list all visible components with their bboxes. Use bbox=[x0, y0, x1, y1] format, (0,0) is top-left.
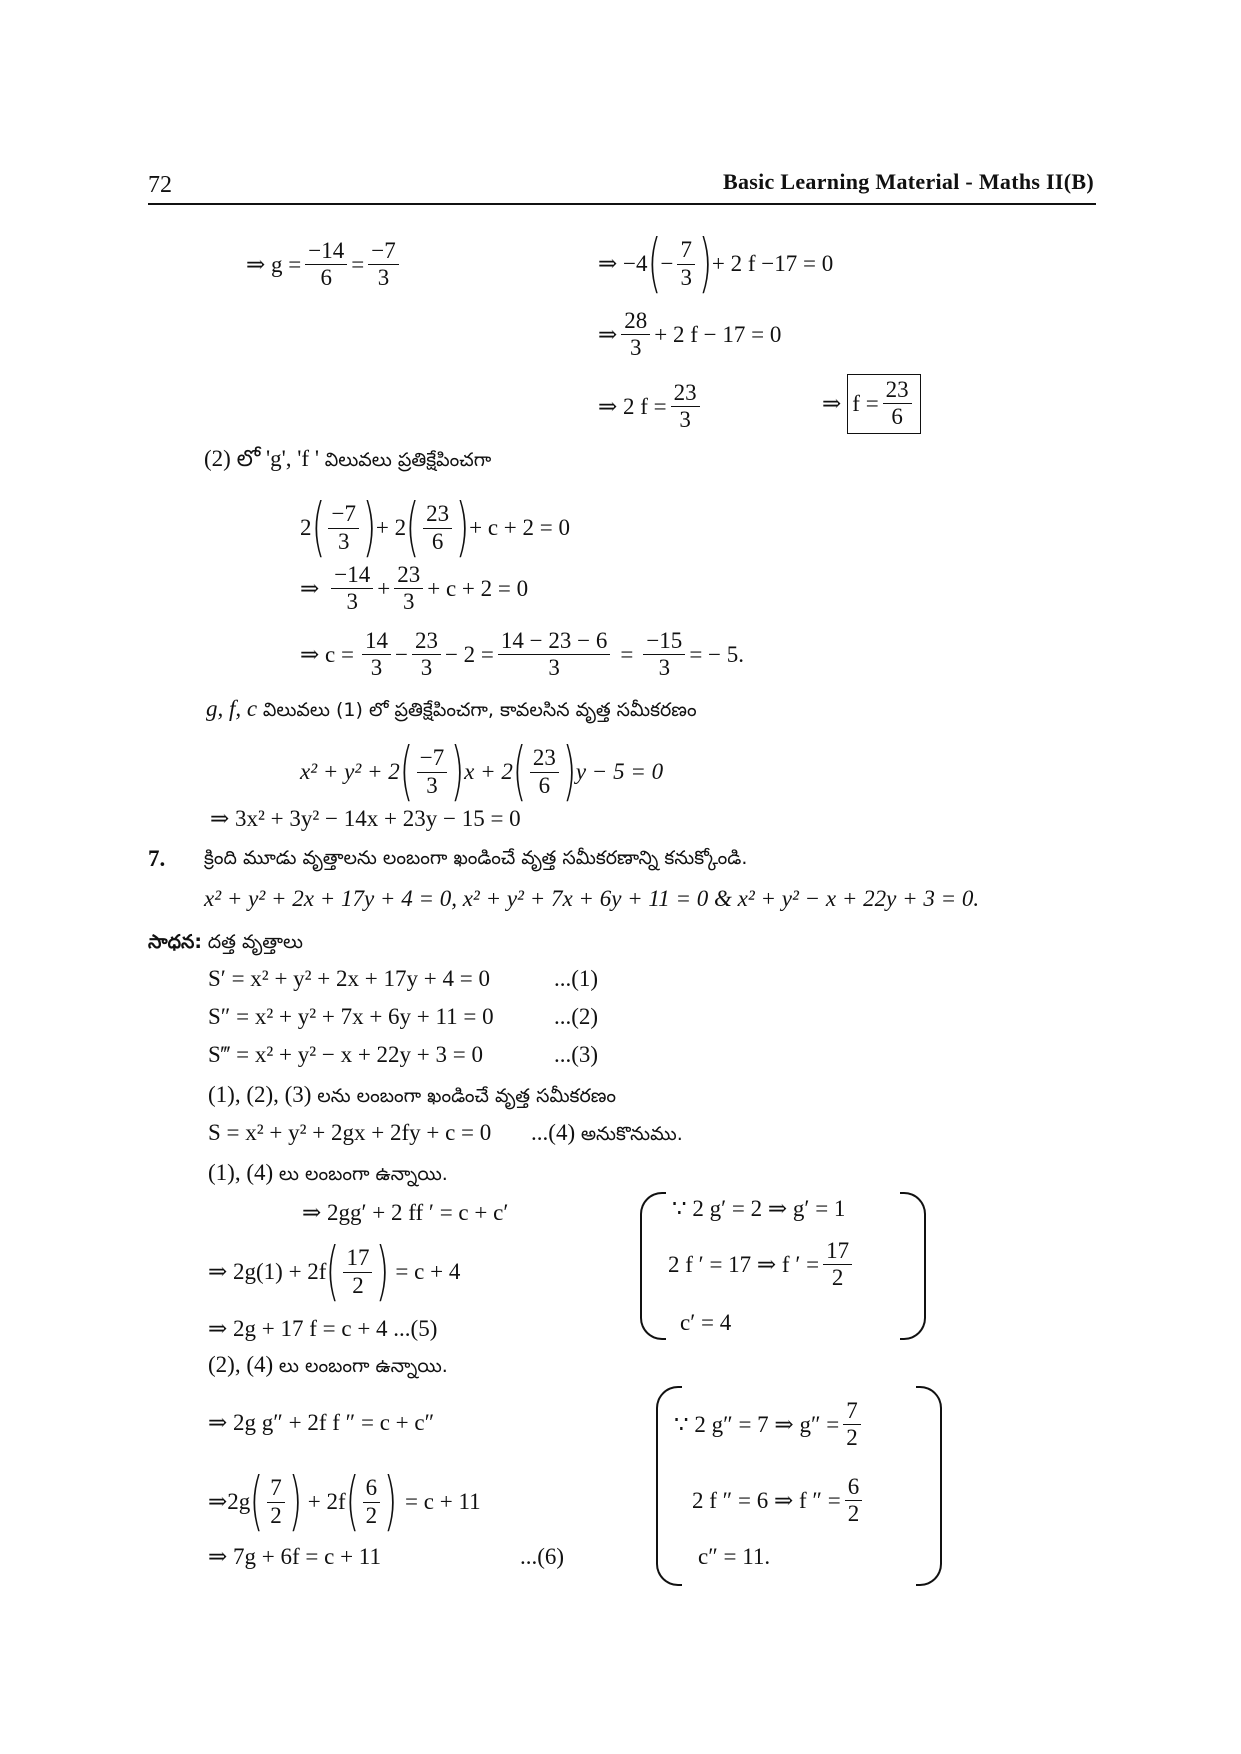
substitution-note: (2) లో 'g', 'f ' విలువలు ప్రతిక్షేపించగా bbox=[204, 446, 492, 471]
f-result: ⇒ f = $\frac{23}{6}$ bbox=[822, 374, 921, 434]
f-step-3: ⇒ 2 f = $\frac{23}{3}$ bbox=[598, 380, 704, 434]
equation-5: ⇒ 2g + 17 f = c + 4 ...(5) bbox=[208, 1316, 438, 1341]
fraction: $\frac{6}{2}$ bbox=[845, 1474, 863, 1528]
f-step-2: ⇒ 28 3 + 2 f − 17 = 0 bbox=[598, 308, 782, 361]
circle-s2: S″ = x² + y² + 7x + 6y + 11 = 0 bbox=[208, 1004, 494, 1029]
given-c1: c′ = 4 bbox=[680, 1310, 732, 1335]
given-c2: c″ = 11. bbox=[698, 1544, 771, 1569]
tag-3: ...(3) bbox=[554, 1042, 599, 1067]
fraction: 7 2 bbox=[267, 1475, 285, 1529]
fraction: −7 3 bbox=[417, 745, 447, 799]
cond-line-4: ⇒2g ( 7 2 ) + 2f ( 6 2 ) = c + 11 bbox=[208, 1465, 481, 1539]
f-step-1: ⇒ −4 ( − $\frac{7}{3}$ ) + 2 f −17 = 0 bbox=[598, 227, 834, 301]
gfc-substitution-note: g, f, c విలువలు (1) లో ప్రతిక్షేపించగా, కావలసిన వృత్త సమీకరణం bbox=[206, 696, 697, 721]
equation-6: ⇒ 7g + 6f = c + 11 bbox=[208, 1544, 381, 1569]
fraction: 23 6 bbox=[423, 501, 452, 555]
c-step-3: ⇒ c = $\frac{14}{3}$ − $\frac{23}{3}$ − 2 = $\frac{14 - 23 - 6}{3}$ = $\frac{-15}{3}$ = − 5. bbox=[300, 628, 745, 681]
solution-heading: సాధన: దత్త వృత్తాలు bbox=[148, 931, 304, 953]
fraction: $\frac{7}{2}$ bbox=[843, 1398, 861, 1452]
question-equations: x² + y² + 2x + 17y + 4 = 0, x² + y² + 7x + 6y + 11 = 0 & x² + y² − x + 22y + 3 = 0. bbox=[204, 886, 980, 911]
bracket-right bbox=[916, 1386, 942, 1586]
given-g2: ∵ 2 g″ = 7 ⇒ g″ = $\frac{7}{2}$ bbox=[674, 1398, 865, 1452]
header-rule bbox=[148, 203, 1096, 205]
tag-2: ...(2) bbox=[554, 1004, 599, 1029]
tag-6: ...(6) bbox=[520, 1544, 565, 1569]
fraction: $\frac{23}{3}$ bbox=[394, 562, 423, 616]
given-f2: 2 f ″ = 6 ⇒ f ″ = $\frac{6}{2}$ bbox=[692, 1474, 866, 1528]
question-text: క్రింది మూడు వృత్తాలను లంబంగా ఖండించే వృత్త సమీకరణాన్ని కనుక్కోండి. bbox=[204, 847, 748, 869]
ortho-2-4: (2), (4) లు లంబంగా ఉన్నాయి. bbox=[208, 1352, 448, 1377]
ortho-intro: (1), (2), (3) లను లంబంగా ఖండించే వృత్త సమీకరణం bbox=[208, 1082, 617, 1107]
fraction: −14 3 bbox=[331, 562, 373, 616]
given-f1: 2 f ′ = 17 ⇒ f ′ = $\frac{17}{2}$ bbox=[668, 1238, 856, 1292]
c-step-2: ⇒ −14 3 + $\frac{23}{3}$ + c + 2 = 0 bbox=[300, 562, 529, 615]
fraction: $\frac{-7}{3}$ bbox=[368, 238, 398, 292]
circle-s1: S′ = x² + y² + 2x + 17y + 4 = 0 bbox=[208, 966, 490, 991]
fraction: $\frac{7}{3}$ bbox=[677, 237, 695, 291]
fraction: 17 2 bbox=[343, 1245, 372, 1299]
fraction: 6 2 bbox=[363, 1475, 381, 1529]
fraction: $\frac{23}{6}$ bbox=[883, 377, 912, 431]
g-value-line: ⇒ g = $\frac{-14}{6}$ = $\frac{-7}{3}$ bbox=[246, 238, 403, 292]
fraction: −7 3 bbox=[328, 501, 358, 555]
given-g1: ∵ 2 g′ = 2 ⇒ g′ = 1 bbox=[672, 1196, 846, 1221]
final-circle-equation: ⇒ 3x² + 3y² − 14x + 23y − 15 = 0 bbox=[210, 806, 521, 831]
page-number: 72 bbox=[148, 172, 172, 198]
c-step-1: 2 ( −7 3 ) + 2 ( 23 6 ) + c + 2 = 0 bbox=[300, 491, 570, 565]
circle-equation-sub: x² + y² + 2 ( −7 3 ) x + 2 ( 23 6 ) y − 5 = 0 bbox=[300, 735, 664, 809]
fraction: $\frac{17}{2}$ bbox=[823, 1238, 852, 1292]
fraction: $\frac{23}{3}$ bbox=[671, 380, 700, 434]
running-title: Basic Learning Material - Maths II(B) bbox=[722, 169, 1094, 194]
boxed-answer: f = $\frac{23}{6}$ bbox=[847, 374, 920, 434]
ortho-1-4: (1), (4) లు లంబంగా ఉన్నాయి. bbox=[208, 1160, 448, 1185]
cond-line-2: ⇒ 2g(1) + 2f ( 17 2 ) = c + 4 bbox=[208, 1235, 461, 1309]
fraction: $\frac{14}{3}$ bbox=[362, 628, 391, 682]
circle-s3: S‴ = x² + y² − x + 22y + 3 = 0 bbox=[208, 1042, 483, 1067]
cond-line-3: ⇒ 2g g″ + 2f f ″ = c + c″ bbox=[208, 1410, 435, 1435]
bracket-right bbox=[900, 1192, 926, 1340]
bracket-left bbox=[640, 1192, 666, 1340]
fraction: 28 3 bbox=[621, 308, 650, 362]
fraction: $\frac{-15}{3}$ bbox=[643, 628, 685, 682]
tag-1: ...(1) bbox=[554, 966, 599, 991]
cond-line-1: ⇒ 2gg′ + 2 ff ′ = c + c′ bbox=[302, 1200, 509, 1225]
fraction: $\frac{23}{3}$ bbox=[412, 628, 441, 682]
fraction: $\frac{14 - 23 - 6}{3}$ bbox=[498, 628, 610, 682]
fraction: $\frac{-14}{6}$ bbox=[305, 238, 347, 292]
general-circle: S = x² + y² + 2gx + 2fy + c = 0 ...(4) అనుకొనుము. bbox=[208, 1120, 683, 1145]
question-number: 7. bbox=[148, 846, 166, 871]
fraction: 23 6 bbox=[530, 745, 559, 799]
